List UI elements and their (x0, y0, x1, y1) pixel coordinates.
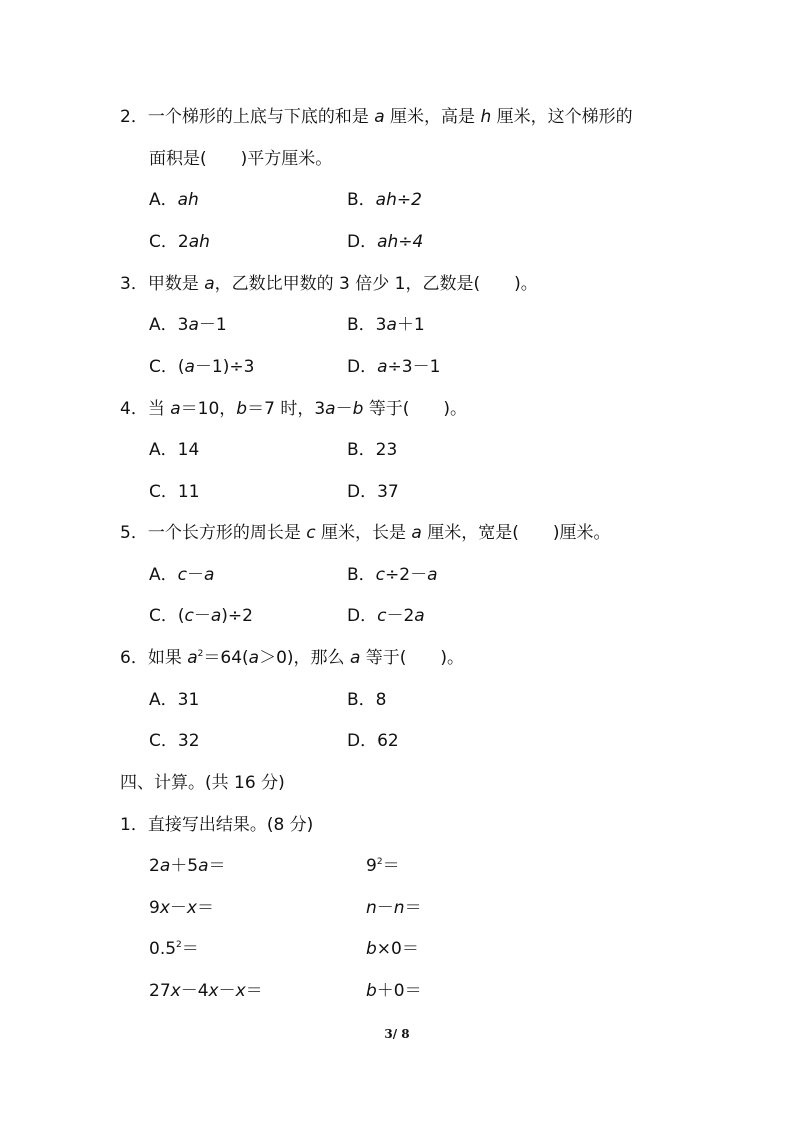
q4-option-c (149, 481, 200, 503)
q2-option-b (347, 189, 422, 211)
option-label: C． (149, 482, 178, 502)
option-value: a (427, 565, 438, 585)
q3-option-a (149, 314, 227, 336)
option-label: D． (347, 482, 378, 502)
option-value: a (188, 315, 199, 335)
expr-var: x (208, 981, 219, 1001)
option-value: c (377, 606, 387, 626)
q6-option-c (149, 730, 200, 752)
option-value: a (204, 565, 215, 585)
option-label: D． (347, 232, 378, 252)
q6-option-d (347, 730, 399, 752)
q5-option-d (347, 605, 425, 627)
var-a: a (248, 648, 260, 668)
option-value: ah÷2 (375, 190, 422, 210)
var-a: a (325, 399, 336, 419)
expr-part: － (376, 898, 394, 918)
q6-text: 6．如果 (120, 648, 188, 668)
var-a: a (374, 107, 385, 127)
expr-part: 2 (149, 856, 160, 876)
option-label: B． (347, 565, 376, 585)
q2-text: 2．一个梯形的上底与下底的和是 (120, 107, 375, 127)
option-value: 3 (177, 315, 189, 335)
q3-option-b (347, 314, 425, 336)
q4-text: 等于( )。 (363, 399, 468, 419)
q2-text: 厘米，高是 (384, 107, 481, 127)
option-value: －2 (386, 606, 415, 626)
q3-text: 3．甲数是 (120, 274, 205, 294)
option-label: D． (347, 357, 378, 377)
option-value: ÷2－ (385, 565, 428, 585)
expr-var: x (170, 981, 181, 1001)
var-a: a (204, 274, 215, 294)
calc-r1-right (366, 855, 400, 877)
q6-option-b (347, 689, 387, 711)
q6-stem (120, 647, 464, 669)
q3-option-d (347, 356, 440, 378)
expr-var: b (366, 939, 377, 959)
var-b: b (352, 399, 364, 419)
q4-text: － (335, 399, 353, 419)
option-label: A． (149, 565, 178, 585)
expr-part: 9 (149, 898, 160, 918)
q2-option-a (149, 189, 199, 211)
q6-text: ＞0)，那么 (259, 648, 350, 668)
option-value: －1 (198, 315, 227, 335)
q2-stem-line1 (120, 106, 633, 128)
expr-part: ＝ (382, 856, 400, 876)
option-label: C． (149, 357, 178, 377)
expr-part: ＝ (196, 898, 214, 918)
expr-var: x (159, 898, 170, 918)
q5-text: 厘米，长是 (315, 523, 412, 543)
expr-part: 9 (366, 856, 377, 876)
option-value: － (193, 606, 211, 626)
calc-r1-left (149, 855, 226, 877)
option-label: B． (347, 190, 376, 210)
q5-option-c (149, 605, 253, 627)
section4-title: 四、计算。(共 16 分) (120, 773, 285, 793)
option-value: ( (177, 357, 185, 377)
q4-text: ＝10， (180, 399, 237, 419)
q4-option-b (347, 439, 397, 461)
expr-part: 0.5 (149, 939, 177, 959)
option-value: a (414, 606, 425, 626)
option-label: A． (149, 190, 178, 210)
expr-part: 27 (149, 981, 171, 1001)
q4-stem (120, 398, 467, 420)
expr-var: a (159, 856, 171, 876)
option-value: 62 (377, 731, 399, 751)
var-b: b (236, 399, 248, 419)
q3-option-c (149, 356, 254, 378)
option-value: ＋1 (396, 315, 425, 335)
option-value: 11 (177, 482, 200, 502)
q3-text: ，乙数比甲数的 3 倍少 1，乙数是( )。 (214, 274, 538, 294)
option-value: 8 (375, 690, 387, 710)
q6-text: 等于( )。 (360, 648, 465, 668)
q2-text: 厘米，这个梯形的 (491, 107, 633, 127)
option-value: a (377, 357, 388, 377)
option-value: )÷2 (221, 606, 253, 626)
option-value: ÷3－1 (387, 357, 441, 377)
option-label: A． (149, 690, 178, 710)
calc-r4-right (366, 980, 422, 1002)
q5-option-a (149, 564, 214, 586)
option-value: ah (188, 232, 210, 252)
expr-var: x (235, 981, 246, 1001)
q6-text: ＝64( (203, 648, 249, 668)
q3-stem (120, 273, 538, 295)
var-a: a (187, 648, 198, 668)
calc-r3-left (149, 938, 199, 960)
expr-part: ＝ (404, 898, 422, 918)
q5-text: 5．一个长方形的周长是 (120, 523, 307, 543)
option-value: c (375, 565, 386, 585)
option-label: D． (347, 731, 378, 751)
exponent: 2 (197, 649, 204, 659)
expr-part: ＝ (181, 939, 199, 959)
option-value: ah÷4 (377, 232, 424, 252)
option-value: ( (177, 606, 185, 626)
expr-part: ＝ (208, 856, 226, 876)
q2-option-d (347, 231, 423, 253)
expr-part: ＝ (245, 981, 263, 1001)
q6-option-a (149, 689, 199, 711)
option-value: 3 (375, 315, 387, 335)
expr-part: －4 (180, 981, 209, 1001)
option-value: c (184, 606, 194, 626)
expr-var: b (366, 981, 377, 1001)
expr-part: ＋5 (170, 856, 199, 876)
q4-option-d (347, 481, 399, 503)
expr-var: x (186, 898, 197, 918)
expr-part: － (169, 898, 187, 918)
expr-part: ×0＝ (376, 939, 419, 959)
option-value: a (210, 606, 222, 626)
var-c: c (306, 523, 316, 543)
q5-text: 厘米，宽是( )厘米。 (421, 523, 611, 543)
calc-r4-left (149, 980, 263, 1002)
q2-stem-line2: 面积是( )平方厘米。 (149, 149, 333, 169)
option-value: －1)÷3 (194, 357, 255, 377)
option-label: C． (149, 731, 178, 751)
q4-text: ＝7 时，3 (247, 399, 326, 419)
calc-r2-right (366, 897, 422, 919)
expr-var: n (393, 898, 405, 918)
exponent: 2 (376, 857, 383, 867)
option-value: 23 (375, 440, 398, 460)
q5-option-b (347, 564, 438, 586)
option-label: B． (347, 690, 376, 710)
option-label: B． (347, 315, 376, 335)
expr-part: ＋0＝ (376, 981, 422, 1001)
option-label: B． (347, 440, 376, 460)
expr-part: － (218, 981, 236, 1001)
option-label: A． (149, 440, 178, 460)
option-value: ah (177, 190, 199, 210)
exponent: 2 (176, 940, 182, 950)
page-number: 3/ 8 (384, 1027, 410, 1041)
option-label: A． (149, 315, 178, 335)
var-a: a (349, 648, 361, 668)
q5-stem (120, 522, 611, 544)
calc-r2-left (149, 897, 214, 919)
option-value: a (386, 315, 397, 335)
option-value: a (184, 357, 195, 377)
calc-r3-right (366, 938, 419, 960)
option-value: 31 (177, 690, 200, 710)
option-value: 14 (177, 440, 200, 460)
option-value: － (187, 565, 204, 585)
option-label: D． (347, 606, 378, 626)
var-h: h (480, 107, 492, 127)
q4-option-a (149, 439, 199, 461)
q4-text: 4．当 (120, 399, 171, 419)
option-value: 32 (177, 731, 200, 751)
expr-var: n (366, 898, 377, 918)
option-label: C． (149, 232, 178, 252)
calc1-title: 1．直接写出结果。(8 分) (120, 815, 314, 835)
var-a: a (170, 399, 181, 419)
option-value: c (177, 565, 187, 585)
option-value: 2 (177, 232, 189, 252)
expr-var: a (198, 856, 209, 876)
q2-option-c (149, 231, 210, 253)
option-label: C． (149, 606, 178, 626)
var-a: a (411, 523, 422, 543)
option-value: 37 (377, 482, 399, 502)
